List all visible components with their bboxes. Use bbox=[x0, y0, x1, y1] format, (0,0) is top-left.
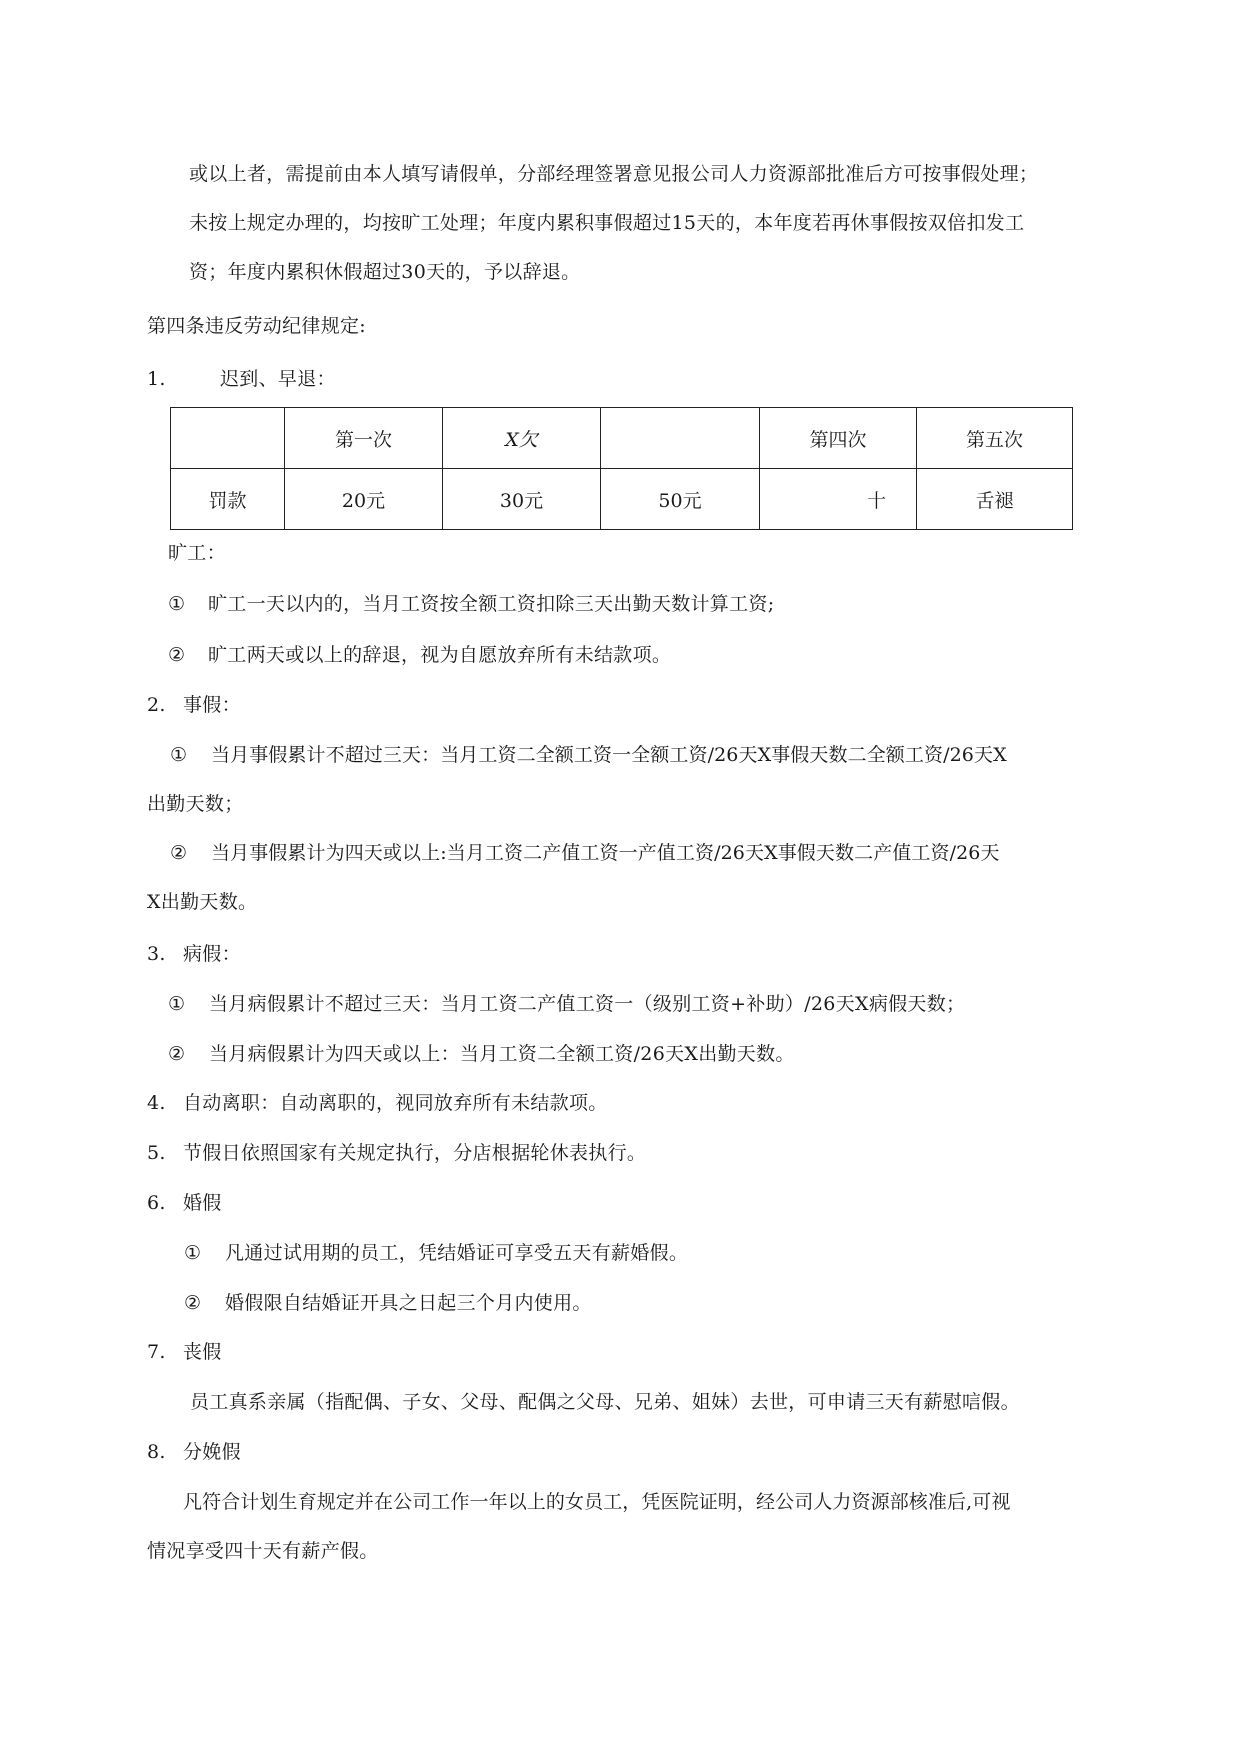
section-6-number: 6. bbox=[147, 1192, 166, 1214]
section-6-item-2-mark: ② bbox=[184, 1292, 202, 1314]
fines-header-cell bbox=[171, 408, 285, 469]
fines-row-cell: 十 bbox=[760, 469, 917, 530]
fines-row-cell: 舌褪 bbox=[917, 469, 1073, 530]
section-8-text-line-2: 情况享受四十天有薪产假。 bbox=[147, 1540, 379, 1562]
section-6-title: 婚假 bbox=[183, 1192, 222, 1214]
article-4-title: 第四条违反劳动纪律规定: bbox=[147, 315, 367, 337]
absent-item-1-mark: ① bbox=[168, 593, 186, 615]
fines-table-row bbox=[171, 469, 1073, 530]
section-8-text-line-1: 凡符合计划生育规定并在公司工作一年以上的女员工，凭医院证明，经公司人力资源部核准后,可视 bbox=[183, 1491, 1011, 1513]
fines-header-cell: 第五次 bbox=[917, 408, 1073, 469]
section-2-item-2-line-1: 当月事假累计为四天或以上:当月工资二产值工资一产值工资/26天X事假天数二产值工资/26天 bbox=[211, 842, 1000, 864]
fines-row-cell: 罚款 bbox=[171, 469, 285, 530]
absent-item-1: 旷工一天以内的，当月工资按全额工资扣除三天出勤天数计算工资; bbox=[208, 593, 775, 615]
absent-title: 旷工： bbox=[168, 542, 226, 564]
fines-header-cell: 第四次 bbox=[760, 408, 917, 469]
section-6-item-1-mark: ① bbox=[184, 1242, 202, 1264]
intro-line-1: 或以上者，需提前由本人填写请假单，分部经理签署意见报公司人力资源部批准后方可按事假处理； bbox=[189, 163, 1039, 185]
section-2-item-2-mark: ② bbox=[170, 842, 188, 864]
section-8-title: 分娩假 bbox=[183, 1441, 241, 1463]
fines-table-header-row bbox=[171, 408, 1073, 469]
section-2-title: 事假： bbox=[183, 694, 241, 716]
section-6-item-1: 凡通过试用期的员工，凭结婚证可享受五天有薪婚假。 bbox=[225, 1242, 689, 1264]
section-3-title: 病假： bbox=[183, 943, 241, 965]
section-3-number: 3. bbox=[147, 943, 166, 965]
section-7-text: 员工真系亲属（指配偶、子女、父母、配偶之父母、兄弟、姐妹）去世，可申请三天有薪慰唁假。 bbox=[190, 1391, 1020, 1413]
section-8-number: 8. bbox=[147, 1441, 166, 1463]
section-2-item-1-line-1: 当月事假累计不超过三天：当月工资二全额工资一全额工资/26天X事假天数二全额工资/26天X bbox=[211, 744, 1007, 766]
fines-header-cell bbox=[601, 408, 760, 469]
section-3-item-1: 当月病假累计不超过三天：当月工资二产值工资一（级别工资+补助）/26天X病假天数； bbox=[209, 993, 966, 1015]
absent-item-2: 旷工两天或以上的辞退，视为自愿放弃所有未结款项。 bbox=[208, 644, 672, 666]
section-4-number: 4. bbox=[147, 1092, 166, 1114]
intro-line-3: 资；年度内累积休假超过30天的，予以辞退。 bbox=[189, 261, 581, 283]
fines-row-cell: 30元 bbox=[443, 469, 601, 530]
section-3-item-2-mark: ② bbox=[168, 1043, 186, 1065]
fines-table bbox=[170, 407, 1073, 530]
section-2-number: 2. bbox=[147, 694, 166, 716]
section-2-item-1-line-2: 出勤天数； bbox=[147, 793, 244, 815]
section-6-item-2: 婚假限自结婚证开具之日起三个月内使用。 bbox=[225, 1292, 592, 1314]
section-3-item-1-mark: ① bbox=[168, 993, 186, 1015]
section-7-number: 7. bbox=[147, 1341, 166, 1363]
fines-header-cell: X欠 bbox=[443, 408, 601, 469]
fines-header-cell: 第一次 bbox=[285, 408, 443, 469]
section-7-title: 丧假 bbox=[183, 1341, 222, 1363]
intro-line-2: 未按上规定办理的，均按旷工处理；年度内累积事假超过15天的，本年度若再休事假按双倍扣发工 bbox=[189, 212, 1025, 234]
section-3-item-2: 当月病假累计为四天或以上：当月工资二全额工资/26天X出勤天数。 bbox=[209, 1043, 795, 1065]
section-4-text: 自动离职：自动离职的，视同放弃所有未结款项。 bbox=[183, 1092, 608, 1114]
section-5-text: 节假日依照国家有关规定执行，分店根据轮休表执行。 bbox=[183, 1142, 647, 1164]
section-1-number: 1. bbox=[147, 368, 166, 390]
section-1-title: 迟到、早退： bbox=[220, 368, 336, 390]
section-2-item-1-mark: ① bbox=[170, 744, 188, 766]
section-2-item-2-line-2: X出勤天数。 bbox=[147, 891, 258, 913]
absent-item-2-mark: ② bbox=[168, 644, 186, 666]
section-5-number: 5. bbox=[147, 1142, 166, 1164]
fines-row-cell: 50元 bbox=[601, 469, 760, 530]
fines-row-cell: 20元 bbox=[285, 469, 443, 530]
